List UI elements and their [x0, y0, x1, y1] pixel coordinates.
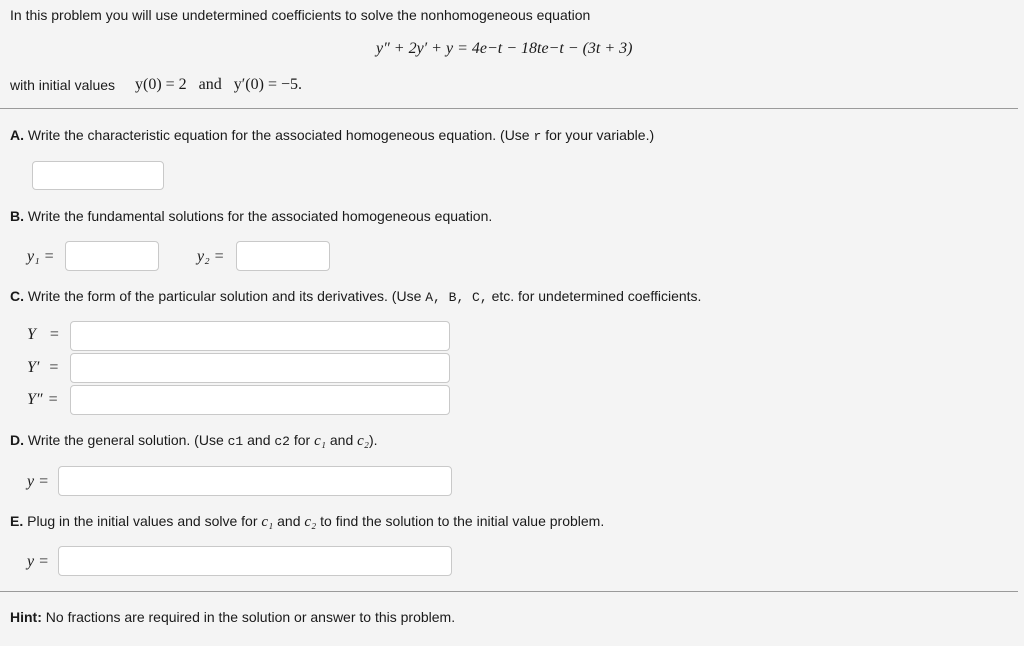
- Yprime-input[interactable]: [70, 353, 450, 383]
- part-d-c1: c1: [227, 434, 244, 449]
- Ydoubleprime-equals: =: [48, 391, 58, 408]
- part-e-c1-math: c₁: [261, 514, 274, 530]
- differential-equation: [376, 40, 632, 58]
- hint: [10, 609, 455, 625]
- Y-input[interactable]: [70, 321, 450, 351]
- part-d-letter: D.: [10, 432, 24, 448]
- y2-label: y₂ =: [197, 248, 225, 265]
- Ydoubleprime-label: [27, 391, 58, 409]
- general-solution-input[interactable]: [58, 466, 452, 496]
- Ydoubleprime-symbol: Y″: [27, 391, 43, 408]
- part-d-question: [10, 432, 378, 450]
- part-a-letter: A.: [10, 127, 24, 143]
- part-e-text-after: to find the solution to the initial value problem.: [320, 513, 605, 529]
- part-b-text: Write the fundamental solutions for the associated homogeneous equation.: [27, 208, 493, 224]
- divider-bottom: [0, 591, 1018, 592]
- Yprime-label: [27, 359, 58, 377]
- initial-values: y(0) = 2 and y′(0) = −5.: [135, 76, 302, 93]
- part-c-coeffs: A, B, C,: [425, 290, 488, 305]
- Yprime-equals: =: [49, 359, 59, 376]
- y1-label: y₁ =: [27, 248, 55, 265]
- part-d-and: and: [247, 432, 271, 448]
- ivp-solution-input[interactable]: [58, 546, 452, 576]
- Y-label: [27, 326, 59, 344]
- part-d-c2-math: c₂: [357, 433, 369, 449]
- Y-equals: =: [49, 326, 59, 343]
- part-c-text: Write the form of the particular solution and its derivatives. (Use: [27, 288, 422, 304]
- part-e-question: [10, 513, 604, 531]
- divider-top: [0, 108, 1018, 109]
- initial-values-label: with initial values: [10, 77, 116, 93]
- equation-text: y″ + 2y′ + y = 4e−t − 18te−t − (3t + 3): [376, 40, 633, 57]
- Y-symbol: Y: [27, 326, 36, 343]
- characteristic-equation-input[interactable]: [32, 161, 164, 190]
- part-a-question: [10, 127, 654, 144]
- part-b-letter: B.: [10, 208, 24, 224]
- part-d-c1-math: c₁: [314, 433, 326, 449]
- part-d-and2: and: [329, 432, 354, 448]
- part-e-c2-math: c₂: [304, 514, 317, 530]
- part-a-var: r: [533, 129, 542, 144]
- hint-text: No fractions are required in the solution or answer to this problem.: [45, 609, 456, 625]
- part-d-text: Write the general solution. (Use: [27, 432, 224, 448]
- part-c-text-after: etc. for undetermined coefficients.: [491, 288, 702, 304]
- problem-intro: In this problem you will use undetermined coefficients to solve the nonhomogeneous equation: [10, 7, 591, 23]
- y2-input[interactable]: [236, 241, 330, 271]
- part-a-text-after: for your variable.): [545, 127, 655, 143]
- part-e-text: Plug in the initial values and solve for: [27, 513, 258, 529]
- Yprime-symbol: Y′: [27, 359, 40, 376]
- part-d-for: for: [293, 432, 311, 448]
- part-c-letter: C.: [10, 288, 24, 304]
- part-e-letter: E.: [10, 513, 24, 529]
- general-solution-label: y =: [27, 473, 49, 490]
- part-a-text: Write the characteristic equation for the associated homogeneous equation. (Use: [27, 127, 530, 143]
- part-d-end: ).: [369, 432, 378, 448]
- part-b-question: [10, 208, 492, 224]
- y1-input[interactable]: [65, 241, 159, 271]
- ivp-solution-label: y =: [27, 553, 49, 570]
- part-e-and: and: [277, 513, 301, 529]
- part-d-c2: c2: [274, 434, 290, 449]
- hint-label: Hint:: [10, 609, 42, 625]
- part-c-question: [10, 288, 701, 305]
- Ydoubleprime-input[interactable]: [70, 385, 450, 415]
